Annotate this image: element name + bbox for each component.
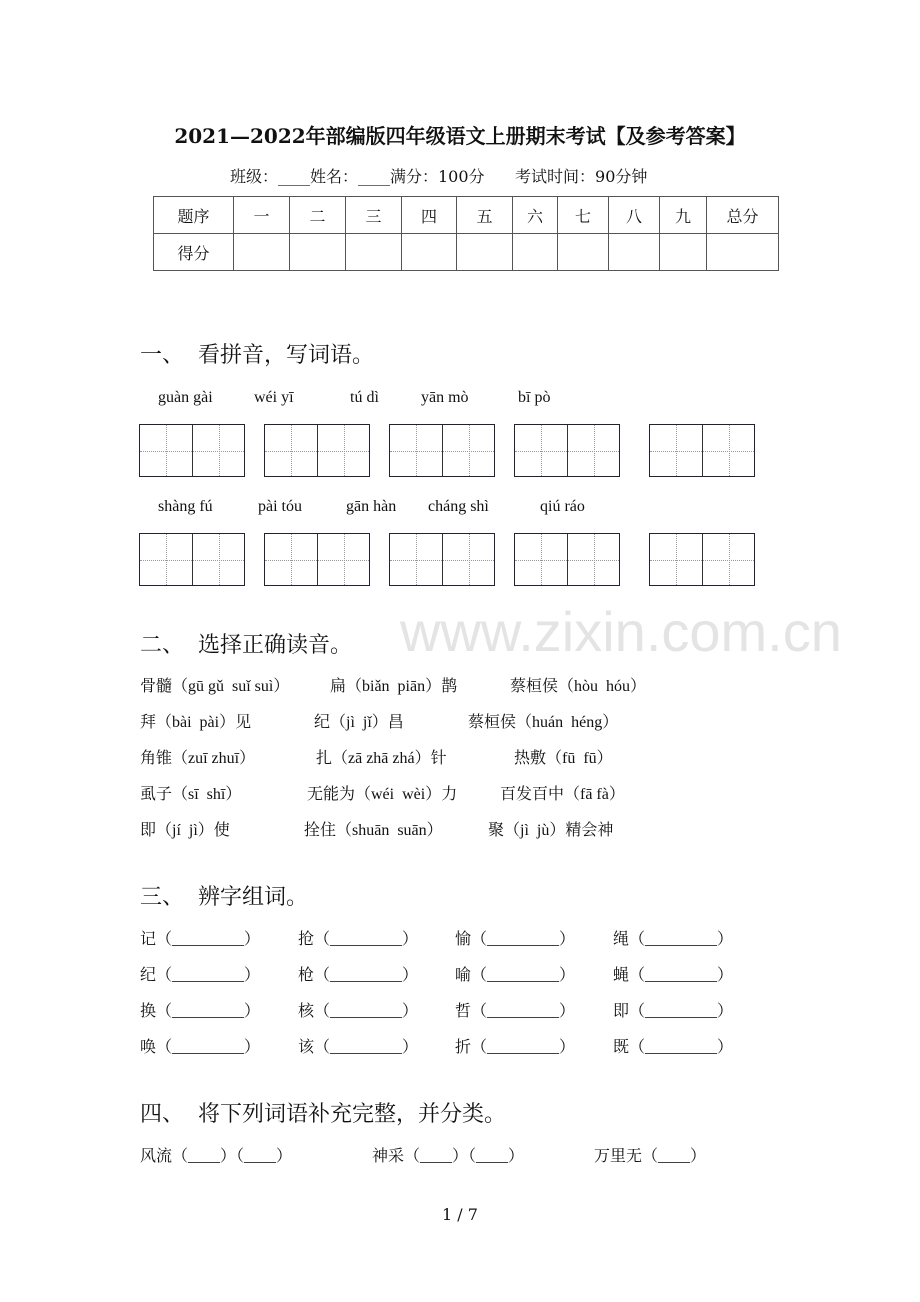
pronunciation-item: 扁（biǎn piān）鹊 [330, 678, 458, 695]
section-4-heading: 四、 将下列词语补充完整，并分类。 [140, 1102, 506, 1127]
pronunciation-item: 角锥（zuī zhuī） [140, 750, 256, 767]
score-input-cell[interactable] [558, 234, 609, 271]
pinyin-label: cháng shì [428, 498, 489, 515]
pinyin-label: yān mò [421, 389, 469, 406]
score-header-cell: 九 [660, 197, 707, 234]
score-header-cell: 三 [346, 197, 402, 234]
writing-grid[interactable] [649, 424, 755, 477]
word-group-item: 记（_________） [140, 931, 261, 948]
writing-grid[interactable] [389, 533, 495, 586]
score-input-cell[interactable] [707, 234, 779, 271]
section-1-heading: 一、 看拼音，写词语。 [140, 343, 374, 368]
writing-grid[interactable] [139, 533, 245, 586]
word-group-item: 喻（_________） [455, 967, 576, 984]
score-header-cell: 四 [402, 197, 457, 234]
pronunciation-item: 无能为（wéi wèi）力 [307, 786, 458, 803]
score-header-cell: 总分 [707, 197, 779, 234]
word-group-item: 该（_________） [298, 1039, 419, 1056]
score-input-cell[interactable] [402, 234, 457, 271]
page-number: 1 / 7 [442, 1205, 478, 1224]
score-header-cell: 二 [290, 197, 346, 234]
writing-grid[interactable] [139, 424, 245, 477]
score-input-cell[interactable] [234, 234, 290, 271]
score-input-cell[interactable] [346, 234, 402, 271]
fill-in-item: 万里无（____） [594, 1148, 707, 1165]
writing-grid[interactable] [514, 424, 620, 477]
writing-grid[interactable] [264, 424, 370, 477]
pronunciation-item: 纪（jì jǐ）昌 [314, 714, 404, 731]
word-group-item: 枪（_________） [298, 967, 419, 984]
pinyin-label: gān hàn [346, 498, 397, 515]
pinyin-label: pài tóu [258, 498, 302, 515]
word-group-item: 换（_________） [140, 1003, 261, 1020]
score-header-cell: 七 [558, 197, 609, 234]
word-group-item: 唤（_________） [140, 1039, 261, 1056]
pinyin-label: tú dì [350, 389, 379, 406]
word-group-item: 绳（_________） [613, 931, 734, 948]
score-input-cell[interactable] [660, 234, 707, 271]
word-group-item: 即（_________） [613, 1003, 734, 1020]
writing-grid[interactable] [649, 533, 755, 586]
score-input-cell[interactable] [457, 234, 513, 271]
score-input-cell[interactable] [290, 234, 346, 271]
word-group-item: 蝇（_________） [613, 967, 734, 984]
document-title: 2021—2022年部编版四年级语文上册期末考试【及参考答案】 [174, 124, 746, 148]
score-input-cell[interactable] [609, 234, 660, 271]
score-header-cell: 八 [609, 197, 660, 234]
word-group-item: 哲（_________） [455, 1003, 576, 1020]
section-3-heading: 三、 辨字组词。 [140, 885, 308, 910]
pronunciation-item: 蔡桓侯（hòu hóu） [510, 678, 647, 695]
pinyin-label: shàng fú [158, 498, 213, 515]
exam-info: 班级：____姓名：____满分：100分 考试时间：90分钟 [230, 167, 648, 186]
writing-grid[interactable] [514, 533, 620, 586]
pronunciation-item: 聚（jì jù）精会神 [488, 822, 614, 839]
fill-in-item: 神采（____）（____） [372, 1148, 525, 1165]
pronunciation-item: 即（jí jì）使 [140, 822, 230, 839]
pronunciation-item: 蔡桓侯（huán héng） [468, 714, 619, 731]
section-2-heading: 二、 选择正确读音。 [140, 633, 352, 658]
word-group-item: 愉（_________） [455, 931, 576, 948]
pinyin-label: guàn gài [158, 389, 213, 406]
score-input-cell[interactable] [513, 234, 558, 271]
pronunciation-item: 扎（zā zhā zhá）针 [316, 750, 447, 767]
watermark: www.zixin.com.cn [400, 600, 842, 663]
word-group-item: 既（_________） [613, 1039, 734, 1056]
word-group-item: 折（_________） [455, 1039, 576, 1056]
pronunciation-item: 拜（bài pài）见 [140, 714, 252, 731]
pinyin-label: bī pò [518, 389, 551, 406]
score-header-cell: 五 [457, 197, 513, 234]
pronunciation-item: 骨髓（gū gǔ suǐ suì） [140, 678, 290, 695]
score-header-cell: 一 [234, 197, 290, 234]
pinyin-label: wéi yī [254, 389, 294, 406]
fill-in-item: 风流（____）（____） [140, 1148, 293, 1165]
score-table [153, 196, 779, 271]
writing-grid[interactable] [264, 533, 370, 586]
pronunciation-item: 热敷（fū fū） [514, 750, 613, 767]
pronunciation-item: 拴住（shuān suān） [304, 822, 443, 839]
word-group-item: 纪（_________） [140, 967, 261, 984]
score-header-cell: 六 [513, 197, 558, 234]
word-group-item: 核（_________） [298, 1003, 419, 1020]
pinyin-label: qiú ráo [540, 498, 585, 515]
score-row-label: 得分 [154, 234, 234, 271]
writing-grid[interactable] [389, 424, 495, 477]
pronunciation-item: 虱子（sī shī） [140, 786, 242, 803]
score-header-cell: 题序 [154, 197, 234, 234]
pronunciation-item: 百发百中（fā fà） [500, 786, 625, 803]
word-group-item: 抢（_________） [298, 931, 419, 948]
